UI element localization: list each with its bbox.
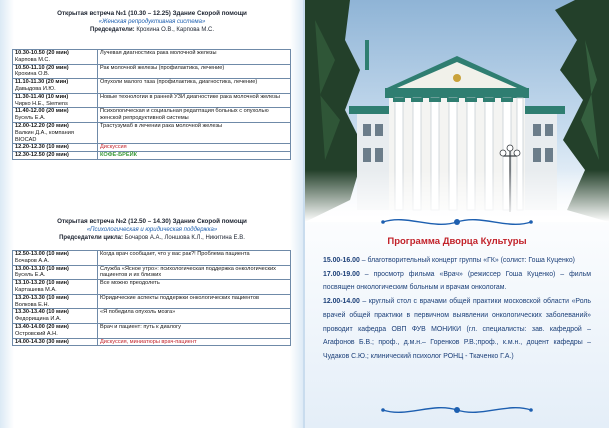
schedule-time-cell bbox=[13, 152, 98, 160]
schedule-row bbox=[13, 294, 291, 309]
schedule-row bbox=[13, 64, 291, 79]
meeting2-subtitle: «Психологическая и юридическая поддержка» bbox=[86, 227, 218, 233]
schedule-row bbox=[13, 93, 291, 108]
schedule-topic: Все можно преодолеть bbox=[98, 280, 291, 295]
schedule-time-cell bbox=[13, 294, 98, 309]
meeting1-title: Открытая встреча №1 (10.30 – 12.25) Здание Скорой помощи bbox=[57, 10, 247, 17]
meeting1-schedule-table bbox=[12, 49, 291, 160]
schedule-topic: Опухоли малого таза (профилактика, диагностика, лечение) bbox=[98, 79, 291, 94]
schedule-time: 10.50-11.10 (20 мин) bbox=[15, 64, 69, 71]
schedule-time: 12.30-12.50 (20 мин) bbox=[15, 152, 69, 159]
schedule-time: 13.20-13.30 (10 мин) bbox=[15, 294, 69, 301]
schedule-speaker: Карпова М.С. bbox=[15, 56, 51, 63]
schedule-speaker: Бусель Е.А. bbox=[15, 115, 46, 122]
schedule-time: 12.20-12.30 (10 мин) bbox=[15, 144, 69, 151]
schedule-speaker: Бочаров А.А. bbox=[15, 257, 50, 264]
schedule-time-cell bbox=[13, 50, 98, 65]
schedule-speaker: Федорищина И.А. bbox=[15, 316, 62, 323]
schedule-time-cell bbox=[13, 93, 98, 108]
schedule-time-cell bbox=[13, 323, 98, 338]
schedule-row bbox=[13, 122, 291, 143]
schedule-speaker: Чирко Н.Е., Siemens bbox=[15, 100, 68, 107]
schedule-topic: Врач и пациент: путь к диалогу bbox=[98, 323, 291, 338]
schedule-time-cell bbox=[13, 338, 98, 346]
meeting2-schedule-table bbox=[12, 250, 291, 346]
schedule-row bbox=[13, 280, 291, 295]
schedule-time-cell bbox=[13, 309, 98, 324]
schedule-time-cell bbox=[13, 265, 98, 280]
palace-program-body bbox=[323, 254, 591, 364]
schedule-time-cell bbox=[13, 108, 98, 123]
schedule-time: 11.40-12.00 (20 мин) bbox=[15, 108, 69, 115]
schedule-topic: КОФЕ-БРЕЙК bbox=[98, 152, 291, 160]
schedule-time: 10.30-10.50 (20 мин) bbox=[15, 50, 69, 56]
palace-item-2: 17.00-19.00 – просмотр фильма «Врач» (режиссер Гоша Куценко) – фильм посвящен онкологическим больным и врачам онкологам. bbox=[323, 270, 591, 292]
schedule-time-cell bbox=[13, 79, 98, 94]
schedule-topic: Психологическая и социальная редаптация больных с опухолью женской репродуктивной системы bbox=[98, 108, 291, 123]
program-left-page bbox=[0, 0, 304, 428]
schedule-time-cell bbox=[13, 144, 98, 152]
schedule-time: 13.00-13.10 (10 мин) bbox=[15, 265, 69, 272]
meeting2-title: Открытая встреча №2 (12.50 – 14.30) Здание Скорой помощи bbox=[57, 218, 247, 225]
schedule-topic: «Я победила опухоль мозга» bbox=[98, 309, 291, 324]
schedule-row bbox=[13, 265, 291, 280]
schedule-topic: Служба «Ясное утро»: психологическая поддержка онкологических пациентов и их близких bbox=[98, 265, 291, 280]
schedule-row bbox=[13, 309, 291, 324]
schedule-time: 11.30-11.40 (10 мин) bbox=[15, 93, 69, 100]
schedule-row bbox=[13, 79, 291, 94]
meeting2-header bbox=[10, 218, 294, 242]
schedule-topic: Дискуссия, миниатюры врач-пациент bbox=[98, 338, 291, 346]
palace-item-3: 12.00-14.00 – круглый стол с врачами общей практики московской области «Роль врачей общей практики в первичном выявлении онкологических заболеваний» проводит кафедра ОВП ФУВ МОНИКИ (гл. специалисты: зав. кафедрой – Агафонов Б.В.; проф., д.м.н.– Горенков Р.В.;проф., к.м.н., доцент кафедры – Чудаков С.Ю.; клинический психолог РОНЦ - Ткаченко Г.А.) bbox=[323, 298, 591, 360]
schedule-topic: Новые технологии в ранней УЗИ диагностике рака молочной железы bbox=[98, 93, 291, 108]
schedule-topic: Дискуссия bbox=[98, 144, 291, 152]
schedule-speaker: Давыдова И.Ю. bbox=[15, 85, 56, 92]
palace-of-culture-photo bbox=[305, 0, 609, 222]
schedule-time: 14.00-14.30 (30 мин) bbox=[15, 338, 69, 345]
schedule-time: 11.10-11.30 (20 мин) bbox=[15, 79, 69, 86]
schedule-time-cell bbox=[13, 251, 98, 266]
schedule-row bbox=[13, 152, 291, 160]
schedule-time: 13.40-14.00 (20 мин) bbox=[15, 323, 69, 330]
schedule-topic: Юридические аспекты поддержки онкологических пациентов bbox=[98, 294, 291, 309]
top-ornament bbox=[377, 214, 537, 230]
bottom-ornament bbox=[377, 402, 537, 418]
schedule-time-cell bbox=[13, 122, 98, 143]
schedule-row bbox=[13, 323, 291, 338]
schedule-row bbox=[13, 251, 291, 266]
schedule-speaker: Валкин Д.А., компания BIOCAD bbox=[15, 129, 74, 143]
schedule-topic: Рак молочной железы (профилактика, лечение) bbox=[98, 64, 291, 79]
schedule-time: 12.00-12.20 (20 мин) bbox=[15, 122, 69, 129]
schedule-time-cell bbox=[13, 64, 98, 79]
schedule-time-cell bbox=[13, 280, 98, 295]
program-right-page bbox=[305, 0, 609, 428]
schedule-topic: Когда врач сообщает, что у вас рак?! Проблема пациента bbox=[98, 251, 291, 266]
schedule-row bbox=[13, 144, 291, 152]
schedule-speaker: Бусель Е.А. bbox=[15, 272, 46, 279]
meeting2-chairs: Председатели цикла: Бочаров А.А., Лоншова К.Л., Никитина Е.В. bbox=[59, 235, 245, 241]
schedule-speaker: Волкова Е.Н. bbox=[15, 301, 50, 308]
schedule-topic: Лучевая диагностика рака молочной железы bbox=[98, 50, 291, 65]
schedule-row bbox=[13, 108, 291, 123]
schedule-time: 13.30-13.40 (10 мин) bbox=[15, 309, 69, 316]
schedule-row bbox=[13, 338, 291, 346]
palace-item-1: 15.00-16.00 – благотворительный концерт группы «ГК» (солист: Гоша Куценко) bbox=[323, 257, 575, 264]
meeting1-subtitle: «Женская репродуктивная система» bbox=[98, 19, 206, 25]
schedule-speaker: Крохина О.В. bbox=[15, 71, 50, 78]
meeting1-header bbox=[10, 10, 294, 34]
schedule-row bbox=[13, 50, 291, 65]
schedule-speaker: Островский А.Н. bbox=[15, 330, 58, 337]
schedule-time: 13.10-13.20 (10 мин) bbox=[15, 280, 69, 287]
palace-program-title: Программа Дворца Культуры bbox=[387, 236, 527, 247]
schedule-time: 12.50-13.00 (10 мин) bbox=[15, 251, 69, 257]
schedule-speaker: Карташева М.А. bbox=[15, 286, 57, 293]
schedule-topic: Трастузумаб в лечении рака молочной железы bbox=[98, 122, 291, 143]
meeting1-chairs: Председатели: Крохина О.В., Карпова М.С. bbox=[90, 27, 214, 33]
